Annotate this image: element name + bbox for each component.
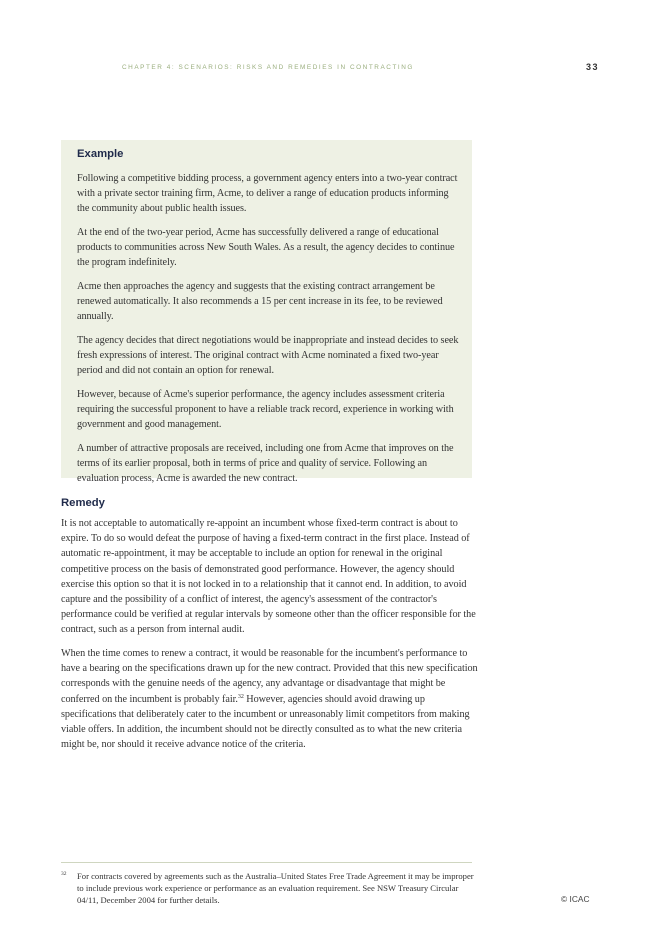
- remedy-paragraph-text: When the time comes to renew a contract, it would be reasonable for the incumbent's performance to have a bearing on the specifications drawn up for the new contract. Provided that this new specification corresponds with the genuine needs of the agency, any advantage or disadvantage that might be conferred on the incumbent is probably fair.: [61, 647, 478, 705]
- example-title: Example: [77, 148, 124, 160]
- page-number: 33: [586, 62, 600, 72]
- remedy-body: [61, 516, 481, 761]
- remedy-paragraph: [61, 646, 481, 752]
- footnote-divider: [61, 862, 472, 863]
- example-paragraph: However, because of Acme's superior performance, the agency includes assessment criteria requiring the successful proponent to have a reliable track record, experience in working with government and good management.: [77, 388, 454, 431]
- remedy-paragraph: It is not acceptable to automatically re-appoint an incumbent whose fixed-term contract is about to expire. To do so would defeat the purpose of having a fixed-term contract in the first place. Instead of automatic re-appointment, it may be acceptable to include an option for renewal in the original competitive process on the basis of demonstrated good performance. However, the agency should exercise this option so that it is not locked in to a relationship that it cannot end. In addition, to avoid capture and the possibility of a conflict of interest, the agency's assessment of the contractor's performance could be verified at regular intervals by someone other than the officer responsible for the contract, such as a person from internal audit.: [61, 518, 476, 636]
- remedy-title: Remedy: [61, 497, 105, 509]
- example-box: [61, 140, 472, 484]
- remedy-paragraph-text: However, agencies should avoid drawing up specifications that deliberately cater to the incumbent or unreasonably limit competitors from making viable offers. In addition, the incumbent should not be directly consulted as to what the new criteria might be, nor should it receive advance notice of the criteria.: [61, 693, 470, 751]
- footnote: [61, 870, 481, 907]
- footnote-text: For contracts covered by agreements such as the Australia–United States Free Trade Agreement it may be improper to include previous work experience or performance as an evaluation requirement. See NSW Treasury Circular 04/11, December 2004 for further details.: [77, 871, 474, 906]
- footnote-number: 32: [61, 871, 67, 877]
- running-head: CHAPTER 4: SCENARIOS: RISKS AND REMEDIES IN CONTRACTING: [122, 64, 414, 71]
- example-paragraph: Acme then approaches the agency and suggests that the existing contract arrangement be renewed automatically. It also recommends a 15 per cent increase in its fee, to be reviewed annually.: [77, 280, 443, 323]
- example-paragraph: At the end of the two-year period, Acme has successfully delivered a range of educational products to communities across New South Wales. As a result, the agency decides to continue the program indefinitely.: [77, 226, 455, 269]
- copyright-notice: © ICAC: [561, 894, 590, 904]
- example-paragraph: A number of attractive proposals are received, including one from Acme that improves on the terms of its earlier proposal, both in terms of price and quality of service. Following an evaluation process, Acme is awarded the new contract.: [77, 442, 454, 484]
- footnote-reference[interactable]: 32: [237, 693, 244, 700]
- example-paragraph: The agency decides that direct negotiations would be inappropriate and instead decides to seek fresh expressions of interest. The original contract with Acme nominated a fixed two-year period and did not contain an option for renewal.: [77, 334, 459, 377]
- example-paragraph: Following a competitive bidding process, a government agency enters into a two-year contract with a private sector training firm, Acme, to deliver a range of education products informing the community about public health issues.: [77, 173, 458, 215]
